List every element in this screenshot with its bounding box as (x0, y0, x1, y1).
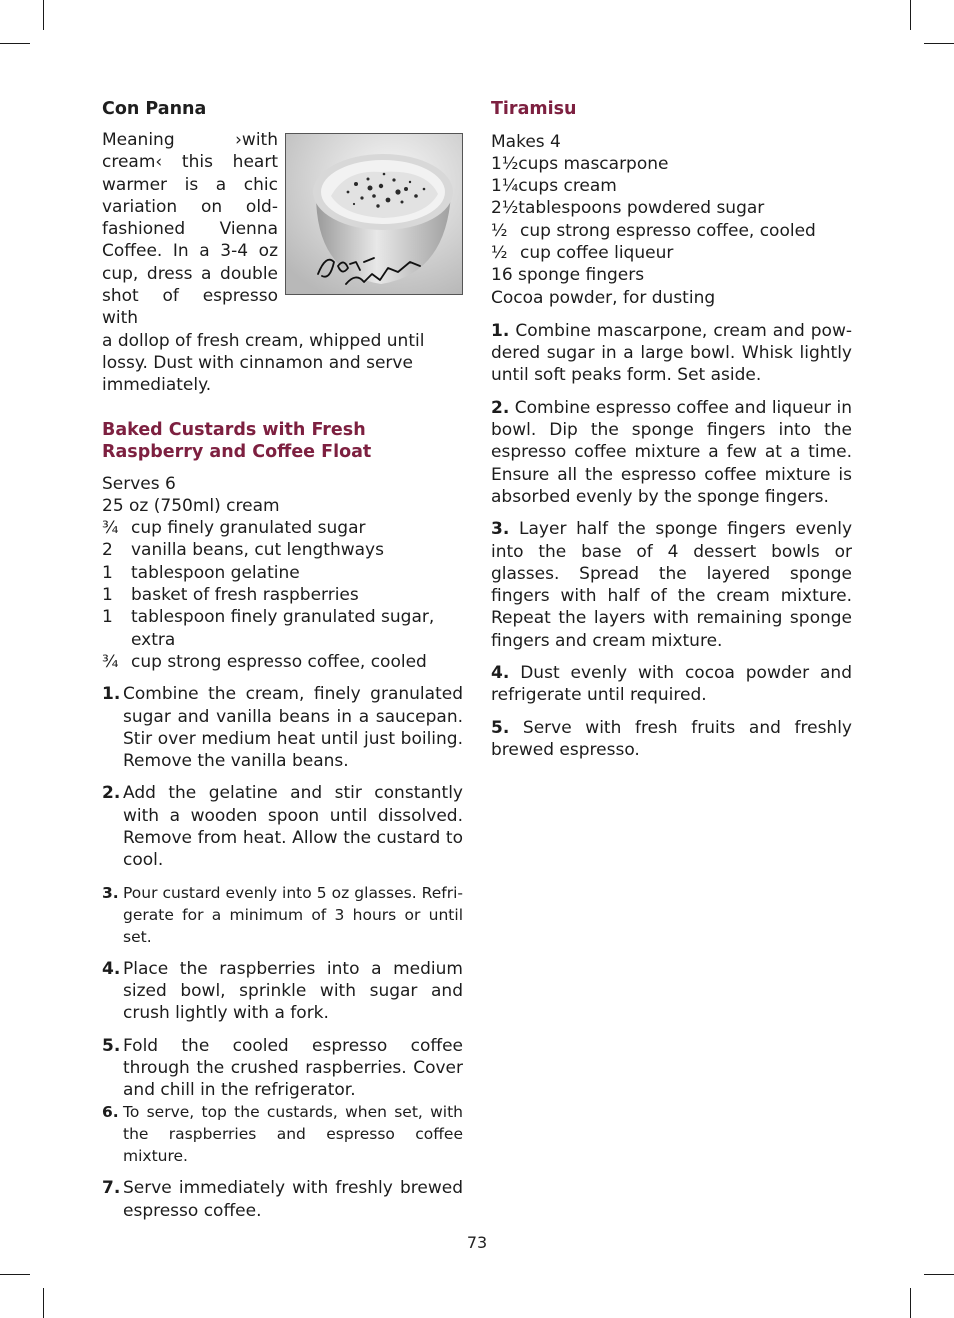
ingredient-item: 1½ cups mascarpone (491, 153, 669, 174)
con-panna-text: Meaning ›with cream‹ this heart warmer is a chic variation on old-fashioned Vienna Coffee. In a 3-4 oz cup, dress a double shot of espresso with (102, 130, 278, 329)
step-item: 1. Combine the cream, finely granulated sugar and vanilla beans in a saucepan. Stir over medium heat until just boiling. Remove the vanilla beans. (102, 684, 463, 772)
ingredient-item: 1 tablespoon finely granulated sugar, extra (102, 607, 435, 650)
step-item: 3. Layer half the sponge fingers evenly into the base of 4 dessert bowls or glasses. Spread the layered sponge fingers with half of the cream mixture. Repeat the layers with remaining sponge fingers and cream mixture. (491, 519, 853, 651)
step-item: 2. Add the gelatine and stir constantly with a wooden spoon until dissolved. Remove from heat. Allow the custard to cool. (102, 783, 463, 871)
custards-title-line2: Raspberry and Coffee Float (102, 442, 372, 463)
ingredient-item: ½ cup coffee liqueur (491, 242, 674, 263)
crop-mark (43, 0, 44, 30)
step-item: 4. Place the raspberries into a medium sized bowl, sprinkle with sugar and crush lightly with a fork. (102, 958, 463, 1024)
con-panna-title: Con Panna (102, 99, 207, 119)
crop-mark (910, 1288, 911, 1318)
crop-mark (924, 1274, 954, 1275)
step-item: 3. Pour custard evenly into 5 oz glasses. Refrigerate for a minimum of 3 hours or until set. (102, 883, 463, 946)
step-item: 5. Fold the cooled espresso coffee through the crushed raspberries. Cover and chill in the refrigerator. (102, 1035, 463, 1101)
left-column (102, 98, 463, 1222)
step-item: 7. Serve immediately with freshly brewed espresso coffee. (102, 1178, 463, 1221)
crop-mark (0, 1274, 30, 1275)
ingredient-item: ¾ cup finely granulated sugar (102, 518, 366, 539)
ingredient-item: 2 vanilla beans, cut lengthways (102, 540, 384, 561)
ingredient-item: ½ cup strong espresso coffee, cooled (491, 220, 816, 241)
tiramisu-cocoa: Cocoa powder, for dusting (491, 287, 716, 308)
ingredient-item: 1 basket of fresh raspberries (102, 585, 359, 606)
tiramisu-sponge: 16 sponge fingers (491, 265, 645, 286)
custards-cream: 25 oz (750ml) cream (102, 495, 280, 516)
custards-serves: Serves 6 (102, 473, 176, 494)
custards-ingredients (102, 517, 463, 673)
step-item: 1. Combine mascarpone, cream and powdered sugar in a large bowl. Whisk lightly until soft peaks form. Set aside. (491, 320, 853, 386)
ingredient-item: 2½ tablespoons powdered sugar (491, 198, 765, 219)
tiramisu-makes: Makes 4 (491, 131, 561, 152)
step-item: 6. To serve, top the custards, when set, with the raspberries and espresso coffee mixture. (102, 1103, 463, 1166)
ingredient-item: ¾ cup strong espresso coffee, cooled (102, 651, 427, 672)
tiramisu-title: Tiramisu (491, 99, 577, 119)
step-item: 5. Serve with fresh fruits and freshly brewed espresso. (491, 717, 852, 760)
ingredient-item: 1 tablespoon gelatine (102, 562, 300, 583)
con-panna-text-continued: a dollop of fresh cream, whipped until lossy. Dust with cinnamon and serve immediately. (102, 330, 425, 396)
coffee-cup-illustration (286, 134, 462, 294)
custards-title-line1: Baked Custards with Fresh (102, 419, 366, 440)
custards-steps (102, 683, 463, 1222)
con-panna-photo (285, 133, 463, 295)
crop-mark (924, 43, 954, 44)
tiramisu-steps (491, 320, 852, 761)
crop-mark (910, 0, 911, 30)
crop-mark (43, 1288, 44, 1318)
tiramisu-ingredients (491, 153, 852, 264)
page-number: 73 (466, 1233, 488, 1252)
step-item: 4. Dust evenly with cocoa powder and refrigerate until required. (491, 663, 852, 706)
crop-mark (0, 43, 30, 44)
right-column (491, 98, 852, 771)
step-item: 2. Combine espresso coffee and liqueur in bowl. Dip the sponge fingers into the espresso coffee mixture a few at a time. Ensure all the espresso coffee mixture is absorbed evenly by the sponge fingers. (491, 397, 852, 507)
ingredient-item: 1¼ cups cream (491, 176, 617, 197)
